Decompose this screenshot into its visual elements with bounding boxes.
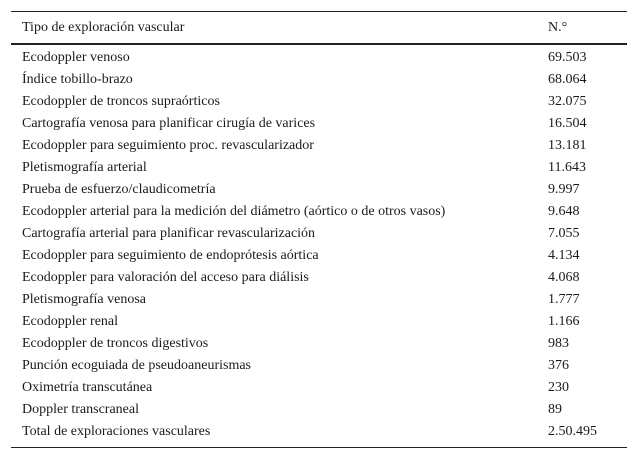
cell-number: 69.503 xyxy=(548,50,587,65)
cell-type: Pletismografía venosa xyxy=(22,292,147,307)
table-header-row xyxy=(11,12,627,45)
cell-number: 13.181 xyxy=(548,138,587,153)
cell-number: 983 xyxy=(548,336,569,351)
cell-number: 89 xyxy=(548,402,562,417)
cell-number: 4.068 xyxy=(548,270,580,285)
table-row xyxy=(11,44,627,69)
cell-number: 11.643 xyxy=(548,160,586,175)
cell-type: Total de exploraciones vasculares xyxy=(22,424,211,439)
table-row xyxy=(11,311,627,333)
table-row xyxy=(11,267,627,289)
table-body xyxy=(11,44,627,448)
cell-type: Pletismografía arterial xyxy=(22,160,147,175)
cell-type: Cartografía arterial para planificar revascularización xyxy=(22,226,316,241)
cell-number: 68.064 xyxy=(548,72,587,87)
cell-type: Doppler transcraneal xyxy=(22,402,139,417)
table-row xyxy=(11,135,627,157)
cell-type: Ecodoppler venoso xyxy=(22,50,130,65)
cell-type: Ecodoppler para valoración del acceso para diálisis xyxy=(22,270,309,285)
column-header-number: N.° xyxy=(548,19,568,35)
cell-type: Índice tobillo-brazo xyxy=(22,72,133,87)
cell-type: Ecodoppler arterial para la medición del diámetro (aórtico o de otros vasos) xyxy=(22,204,446,219)
cell-number: 1.166 xyxy=(548,314,580,329)
cell-type: Oximetría transcutánea xyxy=(22,380,153,395)
cell-type: Ecodoppler renal xyxy=(22,314,119,329)
table-row xyxy=(11,69,627,91)
cell-number: 7.055 xyxy=(548,226,580,241)
table-row xyxy=(11,399,627,421)
cell-number: 4.134 xyxy=(548,248,580,263)
cell-type: Prueba de esfuerzo/claudicometría xyxy=(22,182,216,197)
cell-type: Ecodoppler de troncos supraórticos xyxy=(22,94,220,109)
cell-type: Ecodoppler para seguimiento de endoprótesis aórtica xyxy=(22,248,319,263)
cell-number: 2.50.495 xyxy=(548,424,597,439)
table-row xyxy=(11,113,627,135)
cell-type: Cartografía venosa para planificar cirugía de varices xyxy=(22,116,316,131)
table-row xyxy=(11,91,627,113)
cell-number: 230 xyxy=(548,380,569,395)
cell-type: Punción ecoguiada de pseudoaneurismas xyxy=(22,358,251,373)
table-row-total xyxy=(11,421,627,448)
cell-number: 9.648 xyxy=(548,204,580,219)
cell-type: Ecodoppler de troncos digestivos xyxy=(22,336,209,351)
table-row xyxy=(11,201,627,223)
vascular-exploration-table-container xyxy=(11,11,627,448)
cell-number: 1.777 xyxy=(548,292,580,307)
table-row xyxy=(11,377,627,399)
column-header-type: Tipo de exploración vascular xyxy=(22,19,185,35)
table-row xyxy=(11,223,627,245)
table-row xyxy=(11,245,627,267)
table-row xyxy=(11,157,627,179)
cell-type: Ecodoppler para seguimiento proc. revascularizador xyxy=(22,138,314,153)
table-row xyxy=(11,179,627,201)
vascular-exploration-table xyxy=(11,11,627,448)
cell-number: 32.075 xyxy=(548,94,587,109)
cell-number: 376 xyxy=(548,358,569,373)
cell-number: 9.997 xyxy=(548,182,580,197)
table-row xyxy=(11,289,627,311)
cell-number: 16.504 xyxy=(548,116,587,131)
table-header xyxy=(11,12,627,45)
table-row xyxy=(11,355,627,377)
table-row xyxy=(11,333,627,355)
